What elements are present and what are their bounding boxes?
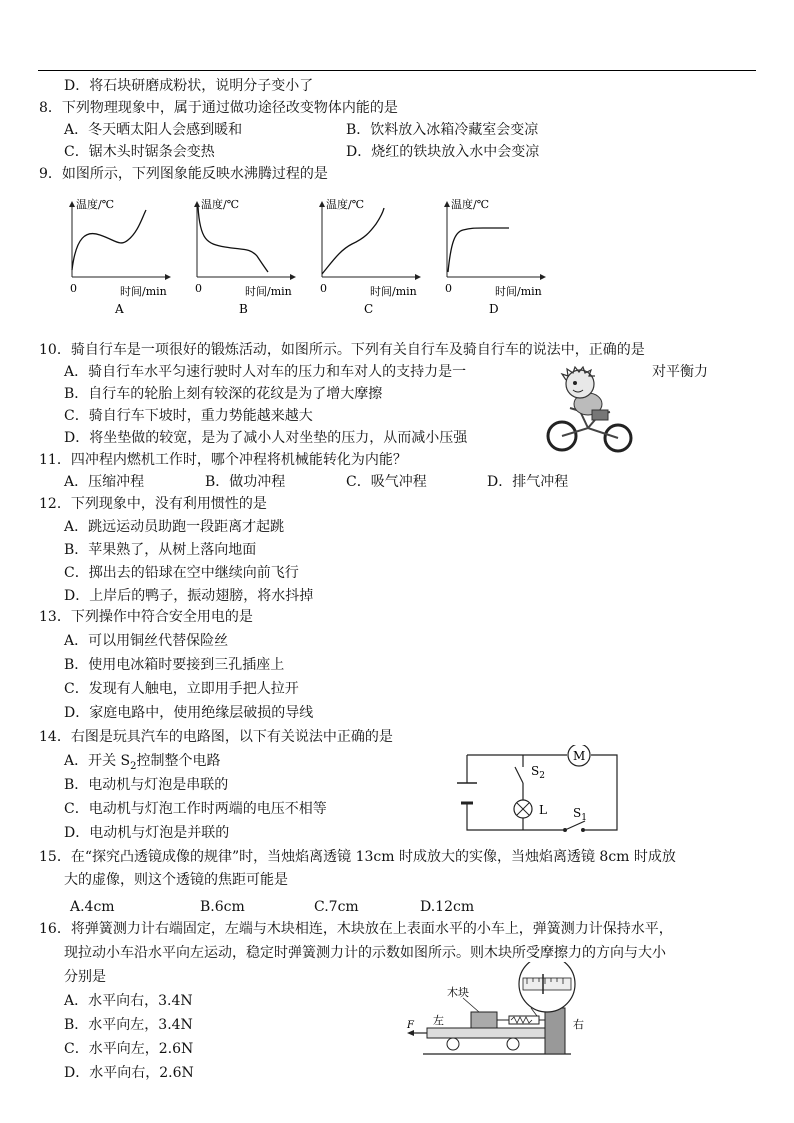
q16-option-b: B．水平向左，3.4N: [64, 1017, 193, 1033]
q12-option-a: A．跳远运动员助跑一段距离才起跳: [64, 519, 285, 535]
q9-graph-d-origin: 0: [445, 282, 452, 295]
q9-graph-a: [70, 197, 170, 316]
q9-graph-d: [445, 197, 545, 316]
q9-graph-a-origin: 0: [70, 282, 77, 295]
q10-option-a: A．骑自行车水平匀速行驶时人对车的压力和车对人的支持力是一: [64, 364, 467, 380]
cart: [427, 1028, 545, 1038]
q9-graph-d-ylabel: 温度/℃: [451, 198, 490, 211]
q11-option-c: C．吸气冲程: [346, 474, 427, 490]
q10-option-a-cont: 对平衡力: [652, 364, 708, 380]
q13-option-b: B．使用电冰箱时要接到三孔插座上: [64, 657, 285, 673]
q8-option-c: C．锯木头时锯条会变热: [64, 144, 215, 160]
lamp-label: L: [539, 803, 547, 817]
q16-stem-line1: 16．将弹簧测力计右端固定，左端与木块相连，木块放在上表面水平的小车上，弹簧测力计保持水平，: [39, 921, 673, 937]
motor-label: M: [573, 749, 586, 763]
q16-stem-line2: 现拉动小车沿水平向左运动，稳定时弹簧测力计的示数如图所示。则木块所受摩擦力的方向与大小: [64, 945, 666, 961]
q15-stem-line1: 15．在“探究凸透镜成像的规律”时，当烛焰离透镜 13cm 时成放大的实像，当烛焰离透镜 8cm 时成放: [39, 849, 676, 865]
right-label: 右: [573, 1018, 584, 1031]
q13-option-a: A．可以用铜丝代替保险丝: [64, 633, 229, 649]
q7-option-d: D．将石块研磨成粉状，说明分子变小了: [64, 78, 314, 94]
q16-option-a: A．水平向右，3.4N: [64, 993, 193, 1009]
switch-s1-label: $S_1$: [573, 806, 587, 823]
q15-stem-line2: 大的虚像，则这个透镜的焦距可能是: [64, 872, 288, 888]
q12-stem: 12．下列现象中，没有利用惯性的是: [39, 496, 267, 512]
fixed-wall: [545, 1008, 565, 1054]
header-rule: [38, 70, 756, 71]
q16-option-c: C．水平向左，2.6N: [64, 1041, 194, 1057]
q14-option-c: C．电动机与灯泡工作时两端的电压不相等: [64, 801, 327, 817]
q9-graph-a-label: A: [115, 302, 124, 316]
q14-option-b: B．电动机与灯泡是串联的: [64, 777, 229, 793]
q14-option-a: A．开关 $S_2$控制整个电路: [64, 753, 221, 772]
q15-option-d: D.12cm: [420, 899, 475, 915]
q13-stem: 13．下列操作中符合安全用电的是: [39, 609, 253, 625]
q9-graph-c-origin: 0: [320, 282, 327, 295]
q16-stem-line3: 分别是: [64, 969, 106, 985]
q10-option-c: C．骑自行车下坡时，重力势能越来越大: [64, 408, 313, 424]
q12-option-c: C．掷出去的铅球在空中继续向前飞行: [64, 565, 299, 581]
q8-stem: 8．下列物理现象中，属于通过做功途径改变物体内能的是: [39, 100, 398, 116]
q9-graphs-figure: [60, 192, 550, 322]
q9-graph-d-xlabel: 时间/min: [495, 285, 542, 298]
q16-spring-scale-figure: [405, 962, 605, 1062]
q14-circuit-diagram: [455, 745, 625, 835]
q9-graph-d-label: D: [489, 302, 499, 316]
q16-option-d: D．水平向右，2.6N: [64, 1065, 194, 1081]
child-bicycle-illustration: [540, 366, 640, 456]
q10-stem: 10．骑自行车是一项很好的锻炼活动，如图所示。下列有关自行车及骑自行车的说法中，正确的是: [39, 342, 645, 358]
q9-graph-c-ylabel: 温度/℃: [326, 198, 365, 211]
force-label: F: [407, 1020, 414, 1031]
q12-option-d: D．上岸后的鸭子，振动翅膀，将水抖掉: [64, 588, 314, 604]
block-label: 木块: [447, 986, 469, 999]
q15-option-b: B.6cm: [200, 899, 245, 915]
q9-graph-a-xlabel: 时间/min: [120, 285, 167, 298]
q9-graph-c-label: C: [364, 302, 374, 316]
q9-graph-b-ylabel: 温度/℃: [201, 198, 240, 211]
q9-graph-c: [320, 197, 420, 316]
q9-graph-b-xlabel: 时间/min: [245, 285, 292, 298]
q11-stem: 11．四冲程内燃机工作时，哪个冲程将机械能转化为内能？: [39, 452, 407, 468]
q8-option-d: D．烧红的铁块放入水中会变凉: [346, 144, 540, 160]
q11-option-d: D．排气冲程: [487, 474, 569, 490]
switch-s2: [515, 767, 523, 783]
q11-option-b: B．做功冲程: [205, 474, 286, 490]
switch-s2-label: $S_2$: [531, 764, 545, 781]
q9-stem: 9．如图所示，下列图象能反映水沸腾过程的是: [39, 166, 328, 182]
q14-option-d: D．电动机与灯泡是并联的: [64, 825, 230, 841]
q9-graph-b: [195, 197, 295, 316]
q15-option-c: C.7cm: [314, 899, 359, 915]
q13-option-c: C．发现有人触电，立即用手把人拉开: [64, 681, 299, 697]
q13-option-d: D．家庭电路中，使用绝缘层破损的导线: [64, 705, 314, 721]
q15-option-a: A.4cm: [70, 899, 115, 915]
q8-option-a: A．冬天晒太阳人会感到暖和: [64, 122, 243, 138]
q9-graph-a-ylabel: 温度/℃: [76, 198, 115, 211]
q9-graph-b-label: B: [239, 302, 248, 316]
wooden-block: [471, 1012, 497, 1028]
q8-option-b: B．饮料放入冰箱冷藏室会变凉: [346, 122, 539, 138]
q11-option-a: A．压缩冲程: [64, 474, 145, 490]
q14-stem: 14．右图是玩具汽车的电路图，以下有关说法中正确的是: [39, 729, 393, 745]
q10-option-b: B．自行车的轮胎上刻有较深的花纹是为了增大摩擦: [64, 386, 383, 402]
q10-option-d: D．将坐垫做的较宽，是为了减小人对坐垫的压力，从而减小压强: [64, 430, 468, 446]
q12-option-b: B．苹果熟了，从树上落向地面: [64, 542, 257, 558]
q9-graph-c-xlabel: 时间/min: [370, 285, 417, 298]
left-label: 左: [433, 1014, 444, 1027]
q9-graph-b-origin: 0: [195, 282, 202, 295]
